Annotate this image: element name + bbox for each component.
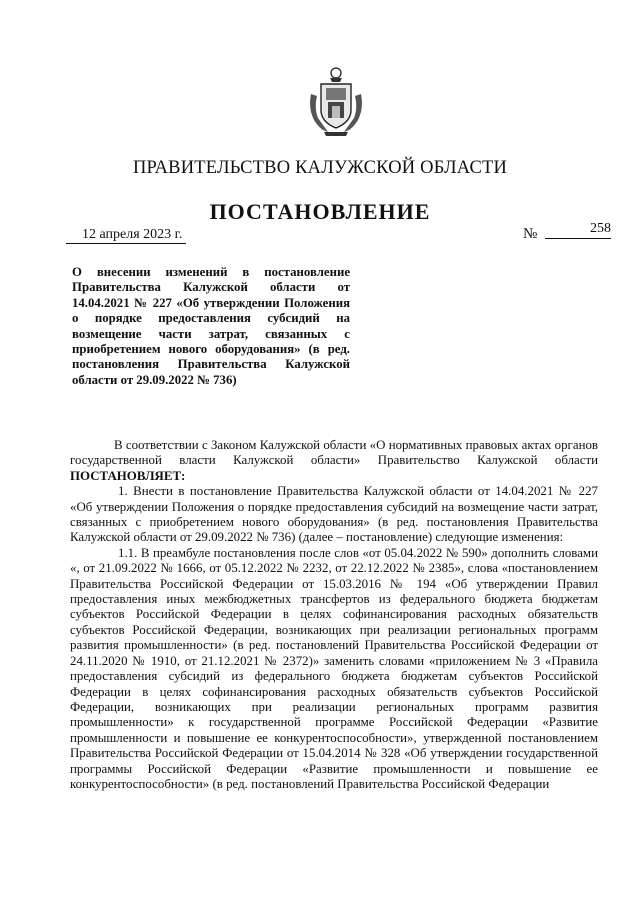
- document-subject: О внесении изменений в постановление Правительства Калужской области от 14.04.2021 № 227 «Об утверждении Положения о порядке предоставления субсидий на возмещение части затрат, связанных с приобретением нового оборудования» (в ред. постановления Правительства Калужской области от 29.09.2022 № 736): [72, 265, 350, 387]
- item-1-1: 1.1. В преамбуле постановления после слов «от 05.04.2022 № 590» дополнить словами «, от 21.09.2022 № 1666, от 05.12.2022 № 2232, от 22.12.2022 № 2385», слова «постановлением Правительства Российской Федерации от 15.03.2016 № 194 «Об утверждении Правил предоставления иных межбюджетных трансфертов из федерального бюджета бюджетам субъектов Российской Федерации в целях софинансирования расходных обязательств субъектов Российской Федерации, возникающих при реализации региональных программ развития промышленности» (в ред. постановлений Правительства Российской Федерации от 24.11.2020 № 1910, от 21.12.2021 № 2372)» заменить словами «приложением № 3 «Правила предоставления субсидий из федерального бюджета бюджетам субъектов Российской Федерации в целях софинансирования расходных обязательств субъектов Российской Федерации, возникающих при реализации региональных программ развития промышленности» к государственной программе Российской Федерации «Развитие промышленности и повышение ее конкурентоспособности», утвержденной постановлением Правительства Российской Федерации от 15.04.2014 № 328 «Об утверждении государственной программы Российской Федерации «Развитие промышленности и повышение ее конкурентоспособности» (в ред. постановлений Правительства Российской Федерации: [70, 545, 598, 791]
- document-date: 12 апреля 2023 г.: [66, 226, 186, 244]
- intro-text: В соответствии с Законом Калужской области «О нормативных правовых актах органов государственной власти Калужской области» Правительство Калужской области: [70, 438, 598, 468]
- document-body: [70, 438, 598, 792]
- number-label: №: [523, 226, 538, 242]
- intro-paragraph: [70, 438, 598, 484]
- document-number: 258: [545, 220, 611, 239]
- resolves-keyword: ПОСТАНОВЛЯЕТ:: [70, 468, 186, 483]
- document-type: ПОСТАНОВЛЕНИЕ: [209, 199, 431, 224]
- coat-of-arms-icon: [306, 64, 366, 136]
- item-1: 1. Внести в постановление Правительства Калужской области от 14.04.2021 № 227 «Об утверждении Положения о порядке предоставления субсидий на возмещение части затрат, связанных с приобретением нового оборудования» (в ред. постановления Правительства Калужской области от 29.09.2022 № 736) (далее – постановление) следующие изменения:: [70, 484, 598, 545]
- government-title: ПРАВИТЕЛЬСТВО КАЛУЖСКОЙ ОБЛАСТИ: [132, 158, 508, 178]
